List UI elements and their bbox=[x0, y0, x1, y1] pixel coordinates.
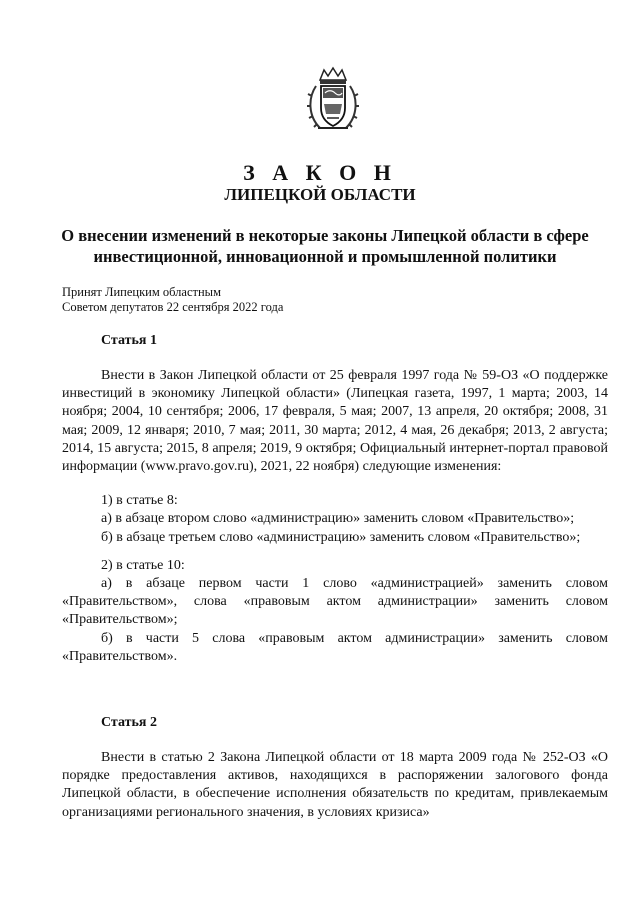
article-1-item-1a: а) в абзаце втором слово «администрацию» заменить словом «Правительство»; bbox=[101, 511, 575, 527]
article-2-body bbox=[62, 749, 608, 822]
article-1-body bbox=[62, 367, 608, 666]
article-1-item-1: 1) в статье 8: bbox=[101, 493, 178, 509]
adoption-line-2: Советом депутатов 22 сентября 2022 года bbox=[62, 300, 284, 314]
law-subject: О внесении изменений в некоторые законы Липецкой области в сфере инвестиционной, инновационной и промышленной политики bbox=[61, 226, 589, 266]
article-1-item-2: 2) в статье 10: bbox=[101, 557, 185, 573]
adoption-line-1: Принят Липецким областным bbox=[62, 285, 221, 299]
region-title: ЛИПЕЦКОЙ ОБЛАСТИ bbox=[224, 185, 416, 204]
adoption-note bbox=[62, 285, 283, 315]
article-1-item-1b: б) в абзаце третьем слово «администрацию» заменить словом «Правительство»; bbox=[101, 529, 581, 545]
article-2-heading: Статья 2 bbox=[101, 715, 157, 730]
coat-of-arms-icon bbox=[306, 66, 360, 134]
law-title: З А К О Н bbox=[243, 160, 397, 185]
article-1-intro: Внести в Закон Липецкой области от 25 февраля 1997 года № 59-ОЗ «О поддержке инвестиций в экономику Липецкой области» (Липецкая газета, 1997, 1 марта; 2003, 14 ноября; 2004, 10 сентября; 2006, 17 февраля, 5 мая; 2007, 13 апреля, 20 октября; 2008, 31 мая; 2009, 12 января; 2010, 7 мая; 2011, 30 марта; 2012, 4 мая, 26 декабря; 2013, 2 августа; 2014, 15 августа; 2015, 8 апреля; 2019, 9 октября; Официальный интернет-портал правовой информации (www.pravo.gov.ru), 2021, 22 ноября) следующие изменения: bbox=[62, 368, 608, 475]
article-1-heading: Статья 1 bbox=[101, 333, 157, 348]
article-1-item-2a: а) в абзаце первом части 1 слово «администрацией» заменить словом «Правительством», слова «правовым актом администрации» заменить словом «Правительством»; bbox=[62, 576, 608, 628]
article-2-intro: Внести в статью 2 Закона Липецкой области от 18 марта 2009 года № 252-ОЗ «О порядке предоставления активов, находящихся в распоряжении залогового фонда Липецкой области, в обеспечение исполнения обязательств по кредитам, привлекаемым организациями регионального значения, в условиях кризиса» bbox=[62, 750, 608, 820]
article-1-item-2b: б) в части 5 слова «правовым актом администрации» заменить словом «Правительством». bbox=[62, 630, 608, 664]
